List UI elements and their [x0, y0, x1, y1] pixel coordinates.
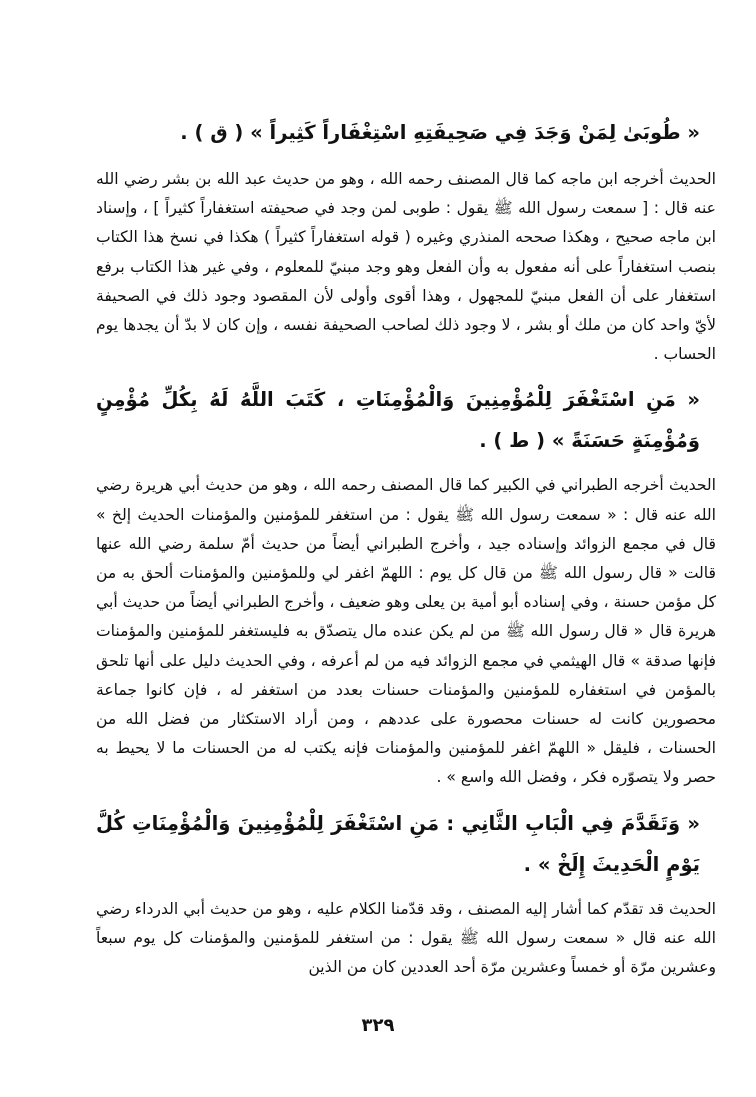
- hadith-quote-3: « وَتَقَدَّمَ فِي الْبَابِ الثَّانِي : مَنِ اسْتَغْفَرَ لِلْمُؤْمِنِينَ وَالْمُؤْمِنَاتِ كُلَّ يَوْمٍ الْحَدِيثَ إِلَخْ » .: [96, 811, 700, 876]
- commentary-paragraph-1: الحديث أخرجه ابن ماجه كما قال المصنف رحمه الله ، وهو من حديث عبد الله بن بشر رضي الله عنه قال : [ سمعت رسول الله ﷺ يقول : طوبى لمن وجد في صحيفته استغفاراً كثيراً ] ، وإسناد ابن ماجه صحيح ، وهكذا صححه المنذري وغيره ( قوله استغفاراً كثيراً ) هكذا في نسخ هذا الكتاب بنصب استغفاراً على أنه مفعول به وأن الفعل وهو وجد مبنيّ للمعلوم ، وفي غير هذا الكتاب برفع استغفار على أن الفعل مبنيّ للمجهول ، وهذا أقوى وأولى لأن المقصود وجود ذلك في الصحيفة لأيّ واحد كان من ملك أو بشر ، لا وجود ذلك لصاحب الصحيفة نفسه ، وإن كان لا بدّ أن يجدها يوم الحساب .: [96, 170, 716, 364]
- page-body: [96, 112, 716, 982]
- page-number: ٣٢٩: [361, 1015, 395, 1036]
- hadith-quote-2: « مَنِ اسْتَغْفَرَ لِلْمُؤْمِنِينَ وَالْمُؤْمِنَاتِ ، كَتَبَ اللَّهُ لَهُ بِكُلِّ مُؤْمِنٍ وَمُؤْمِنَةٍ حَسَنَةً » ( ط ) .: [96, 388, 700, 453]
- hadith-quote-1: « طُوبَىٰ لِمَنْ وَجَدَ فِي صَحِيفَتِهِ اسْتِغْفَاراً كَثِيراً » ( ق ) .: [180, 121, 700, 144]
- commentary-paragraph-3: الحديث قد تقدّم كما أشار إليه المصنف ، وقد قدّمنا الكلام عليه ، وهو من حديث أبي الدرداء رضي الله عنه قال « سمعت رسول الله ﷺ يقول : من استغفر للمؤمنين والمؤمنات كل يوم سبعاً وعشرين مرّة أو خمساً وعشرين مرّة أحد العددين كان من الذين: [96, 899, 716, 977]
- commentary-paragraph-2: الحديث أخرجه الطبراني في الكبير كما قال المصنف رحمه الله ، وهو من حديث أبي هريرة رضي الله عنه قال : « سمعت رسول الله ﷺ يقول : من استغفر للمؤمنين والمؤمنات الحديث إلخ » قال في مجمع الزوائد وإسناده جيد ، وأخرج الطبراني أيضاً من حديث أمّ سلمة رضي الله عنها قالت « قال رسول الله ﷺ من قال كل يوم : اللهمّ اغفر لي وللمؤمنين والمؤمنات ألحق به من كل مؤمن حسنة ، وفي إسناده أبو أمية بن يعلى وهو ضعيف ، وأخرج الطبراني أيضاً من حديث أبي هريرة قال « قال رسول الله ﷺ من لم يكن عنده مال يتصدّق به فليستغفر للمؤمنين والمؤمنات فإنها صدقة » قال الهيثمي في مجمع الزوائد فيه من لم أعرفه ، وفي الحديث دليل على أنها تلحق بالمؤمن في استغفاره للمؤمنين والمؤمنات حسنات بعدد من استغفر له ، فإن كانوا جماعة محصورين كانت له حسنات محصورة على عددهم ، ومن أراد الاستكثار من فضل الله من الحسنات ، فليقل « اللهمّ اغفر للمؤمنين والمؤمنات فإنه يكتب له من الحسنات ما لا يحيط به حصر ولا يتصوّره فكر ، وفضل الله واسع » .: [96, 476, 716, 787]
